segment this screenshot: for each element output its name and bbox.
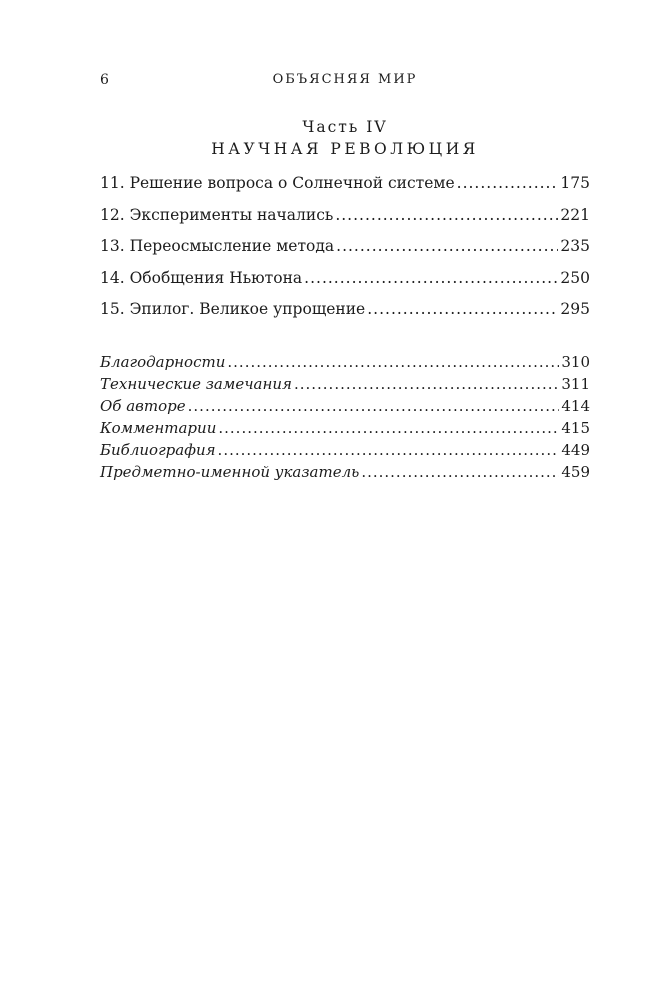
toc-entry bbox=[100, 297, 590, 329]
toc-entry-title: Об авторе bbox=[100, 397, 186, 415]
toc-entry-page: 295 bbox=[560, 300, 590, 318]
toc-back-entry bbox=[100, 461, 590, 483]
part-title: НАУЧНАЯ РЕВОЛЮЦИЯ bbox=[211, 140, 479, 158]
toc-back-entry bbox=[100, 395, 590, 417]
page-number: 6 bbox=[100, 72, 110, 88]
toc-entry-title: 13. Переосмысление метода bbox=[100, 237, 335, 255]
toc-leader-dots bbox=[188, 395, 560, 417]
toc-entry-title: 15. Эпилог. Великое упрощение bbox=[100, 300, 366, 318]
toc-leader-dots bbox=[335, 203, 558, 227]
toc-leader-dots bbox=[457, 171, 559, 195]
toc-leader-dots bbox=[361, 461, 559, 483]
toc-entry-page: 449 bbox=[561, 441, 590, 459]
toc-entry-page: 459 bbox=[561, 463, 590, 481]
toc-entry bbox=[100, 203, 590, 235]
toc-entry-title: Предметно-именной указатель bbox=[100, 463, 360, 481]
toc-entry-page: 235 bbox=[560, 237, 590, 255]
toc-back-entry bbox=[100, 439, 590, 461]
toc-back-entry bbox=[100, 373, 590, 395]
toc-entry-page: 175 bbox=[560, 174, 590, 192]
toc-leader-dots bbox=[294, 373, 559, 395]
toc-back-entry bbox=[100, 351, 590, 373]
toc-leader-dots bbox=[227, 351, 559, 373]
toc-leader-dots bbox=[304, 266, 558, 290]
toc-entry bbox=[100, 171, 590, 203]
toc-leader-dots bbox=[218, 439, 560, 461]
toc-leader-dots bbox=[336, 234, 558, 258]
toc-entry-title: 14. Обобщения Ньютона bbox=[100, 268, 303, 287]
toc-leader-dots bbox=[367, 297, 558, 321]
part-label: Часть IV bbox=[302, 118, 388, 136]
toc-entry-page: 250 bbox=[560, 268, 590, 287]
toc-entry-title: 12. Эксперименты начались bbox=[100, 205, 334, 224]
toc-entry-title: Благодарности bbox=[100, 353, 226, 371]
toc-entry-page: 415 bbox=[561, 419, 590, 437]
toc-entry-title: Комментарии bbox=[100, 419, 217, 437]
toc-back-entry bbox=[100, 417, 590, 439]
toc-entry-title: Библиография bbox=[100, 441, 216, 459]
toc-entry-title: 11. Решение вопроса о Солнечной системе bbox=[100, 174, 455, 192]
toc-entry bbox=[100, 266, 590, 298]
toc-chapters-list bbox=[100, 171, 590, 329]
toc-entry-page: 414 bbox=[561, 397, 590, 415]
toc-entry-page: 221 bbox=[560, 205, 590, 224]
toc-leader-dots bbox=[218, 417, 559, 439]
toc-back-matter-list bbox=[100, 351, 590, 483]
part-heading bbox=[100, 117, 590, 160]
running-title: ОБЪЯСНЯЯ МИР bbox=[272, 72, 418, 87]
toc-entry-page: 311 bbox=[561, 375, 590, 393]
toc-entry-title: Технические замечания bbox=[100, 375, 292, 393]
toc-entry-page: 310 bbox=[561, 353, 590, 371]
running-head bbox=[100, 72, 590, 92]
toc-entry bbox=[100, 234, 590, 266]
